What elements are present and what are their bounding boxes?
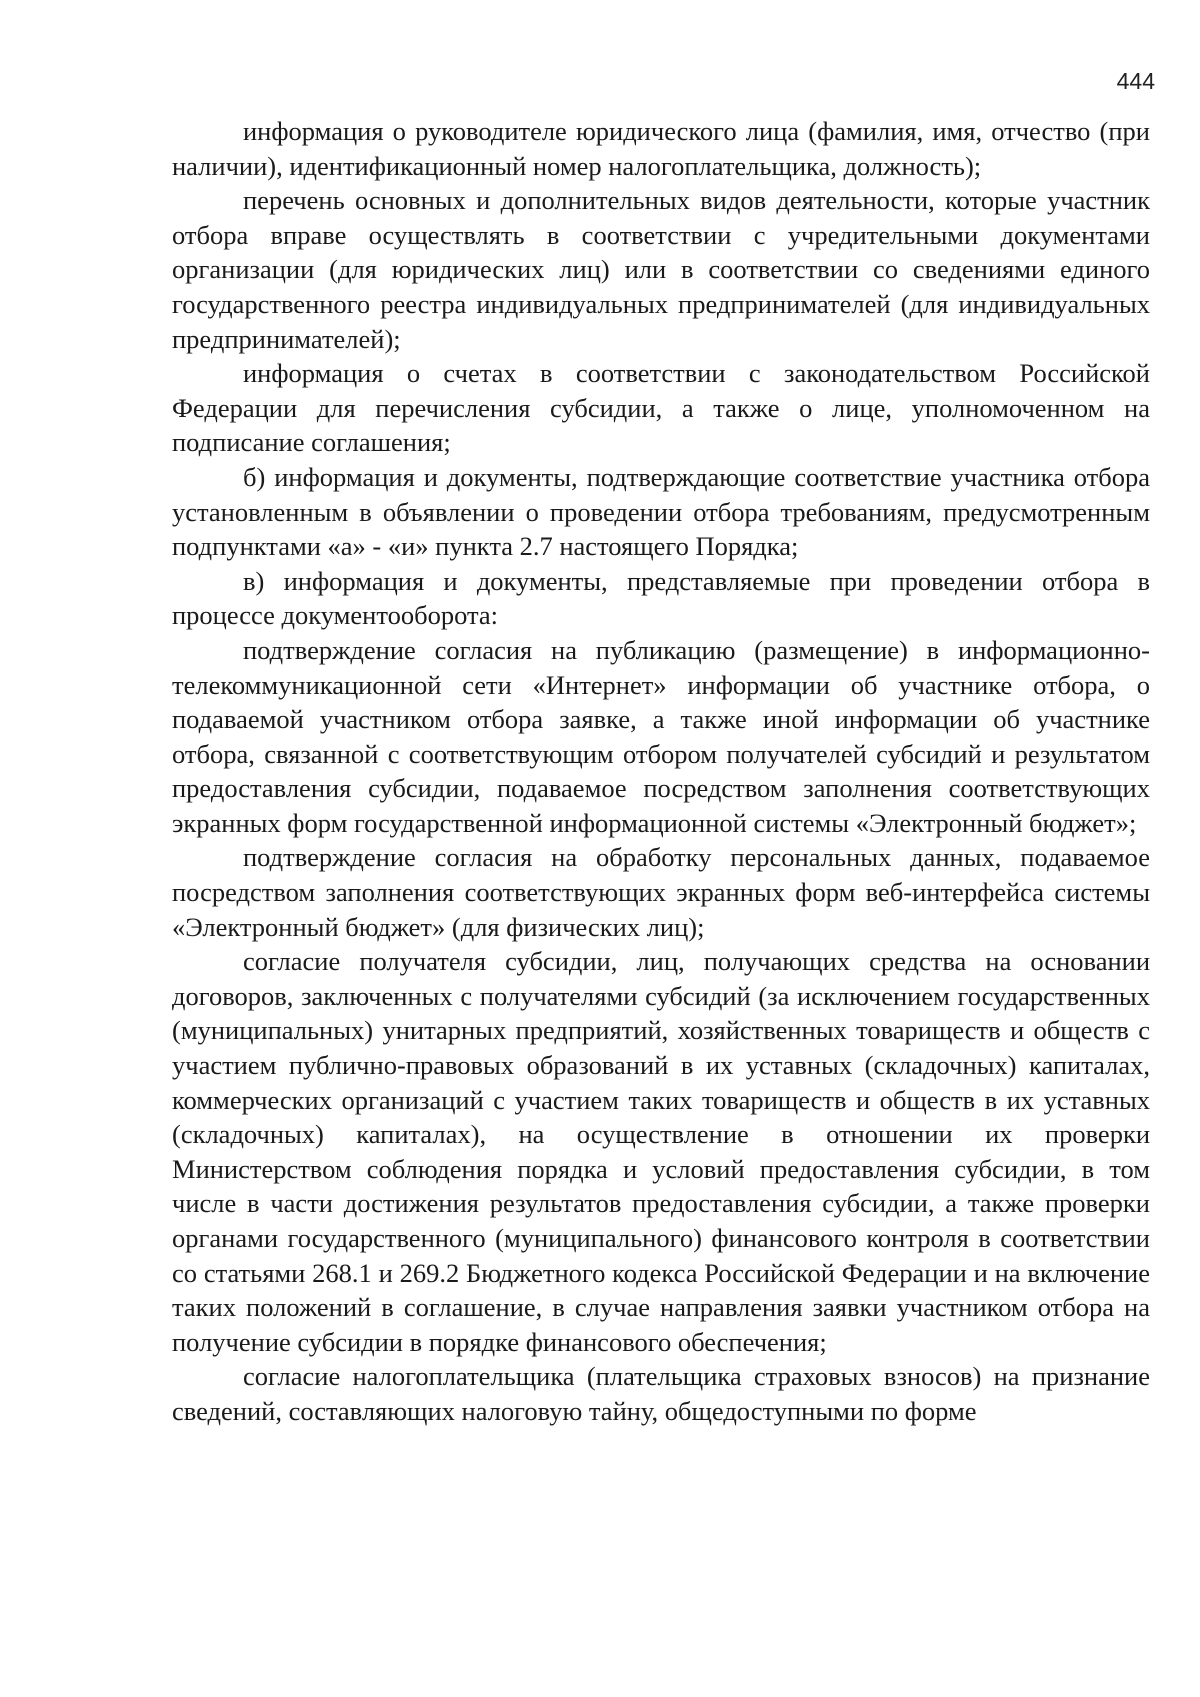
page-number: 444 [1116, 68, 1155, 94]
paragraph-item-b: б) информация и документы, подтверждающие соответствие участника отбора установленным в объявлении о проведении отбора требованиям, предусмотренным подпунктами «а» - «и» пункта 2.7 настоящего Порядка; [172, 461, 1150, 562]
paragraph-activity-types: перечень основных и дополнительных видов деятельности, которые участник отбора вправе осуществлять в соответствии с учредительными документами организации (для юридических лиц) или в соответствии со сведениями единого государственного реестра индивидуальных предпринимателей (для индивидуальных предпринимателей); [172, 185, 1150, 354]
paragraph-publication-consent: подтверждение согласия на публикацию (размещение) в информационно-телекоммуникационной сети «Интернет» информации об участнике отбора, о подаваемой участником отбора заявке, а также иной информации об участнике отбора, связанной с соответствующим отбором получателей субсидий и результатом предоставления субсидии, подаваемое посредством заполнения соответствующих экранных форм государственной информационной системы «Электронный бюджет»; [172, 634, 1150, 838]
paragraph-inspection-consent: согласие получателя субсидии, лиц, получающих средства на основании договоров, заключенных с получателями субсидий (за исключением государственных (муниципальных) унитарных предприятий, хозяйственных товариществ и обществ с участием публично-правовых образований в их уставных (складочных) капиталах, коммерческих организаций с участием таких товариществ и обществ в их уставных (складочных) капиталах), на осуществление в отношении их проверки Министерством соблюдения порядка и условий предоставления субсидии, в том числе в части достижения результатов предоставления субсидии, а также проверки органами государственного (муниципального) финансового контроля в соответствии со статьями 268.1 и 269.2 Бюджетного кодекса Российской Федерации и на включение таких положений в соглашение, в случае направления заявки участником отбора на получение субсидии в порядке финансового обеспечения; [172, 946, 1150, 1357]
paragraph-accounts-info: информация о счетах в соответствии с законодательством Российской Федерации для перечисления субсидии, а также о лице, уполномоченном на подписание соглашения; [172, 358, 1150, 458]
paragraph-tax-secret-consent: согласие налогоплательщика (плательщика страховых взносов) на признание сведений, составляющих налоговую тайну, общедоступными по форме [172, 1361, 1150, 1426]
paragraph-head-info: информация о руководителе юридического лица (фамилия, имя, отчество (при наличии), идентификационный номер налогоплательщика, должность); [172, 116, 1150, 181]
paragraph-personal-data-consent: подтверждение согласия на обработку персональных данных, подаваемое посредством заполнения соответствующих экранных форм веб-интерфейса системы «Электронный бюджет» (для физических лиц); [172, 842, 1150, 942]
document-body [172, 114, 1150, 1429]
paragraph-item-v: в) информация и документы, представляемые при проведении отбора в процессе документооборота: [172, 565, 1150, 631]
